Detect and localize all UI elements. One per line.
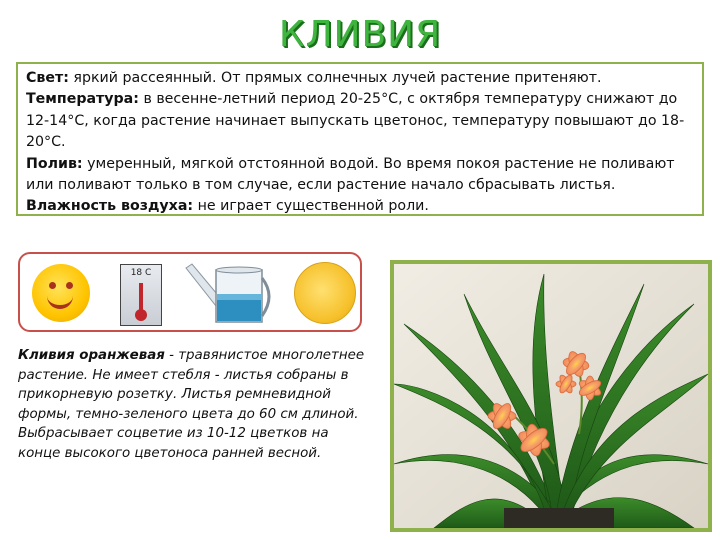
watering-can-icon: [180, 260, 280, 328]
page-title: КЛИВИЯ: [278, 14, 442, 55]
thermometer-icon: [120, 264, 162, 326]
care-label: Свет:: [26, 70, 69, 86]
care-text: яркий рассеянный. От прямых солнечных лучей растение притеняют.: [68, 70, 602, 86]
care-light: [26, 68, 694, 89]
thermometer-label: 18 C: [130, 268, 152, 278]
care-info-box: [16, 62, 704, 216]
care-temperature: [26, 89, 694, 153]
care-label: Влажность воздуха:: [26, 198, 194, 215]
care-watering: [26, 154, 694, 197]
care-text: в весенне-летний период 20-25°C, с октября температуру снижают до 12-14°C, когда растение начинает выпускать цветонос, температуру повышают до 18-20°C.: [26, 91, 685, 151]
care-label: Температура:: [26, 91, 139, 108]
plant-description: [18, 346, 374, 464]
sun-icon: [294, 262, 356, 324]
plant-name: Кливия оранжевая: [18, 348, 165, 363]
care-text: умеренный, мягкой отстоянной водой. Во время покоя растение не поливают или поливают только в том случае, если растение начало сбрасывать листья.: [26, 155, 675, 194]
smiley-icon: [32, 264, 90, 322]
clivia-plant-image: [394, 264, 708, 528]
plant-photo: [390, 260, 712, 532]
care-text: не играет существенной роли.: [193, 198, 429, 215]
care-icons-panel: [18, 252, 362, 332]
care-label: Полив:: [26, 155, 83, 172]
care-humidity: [26, 196, 694, 217]
plant-description-text: - травянистое многолетнее растение. Не имеет стебля - листья собраны в прикорневую розетку. Листья ремневидной формы, темно-зеленого цвета до 60 см длиной. Выбрасывает соцветие из 10-12 цветков на конце высокого цветоноса ранней весной.: [18, 348, 365, 461]
